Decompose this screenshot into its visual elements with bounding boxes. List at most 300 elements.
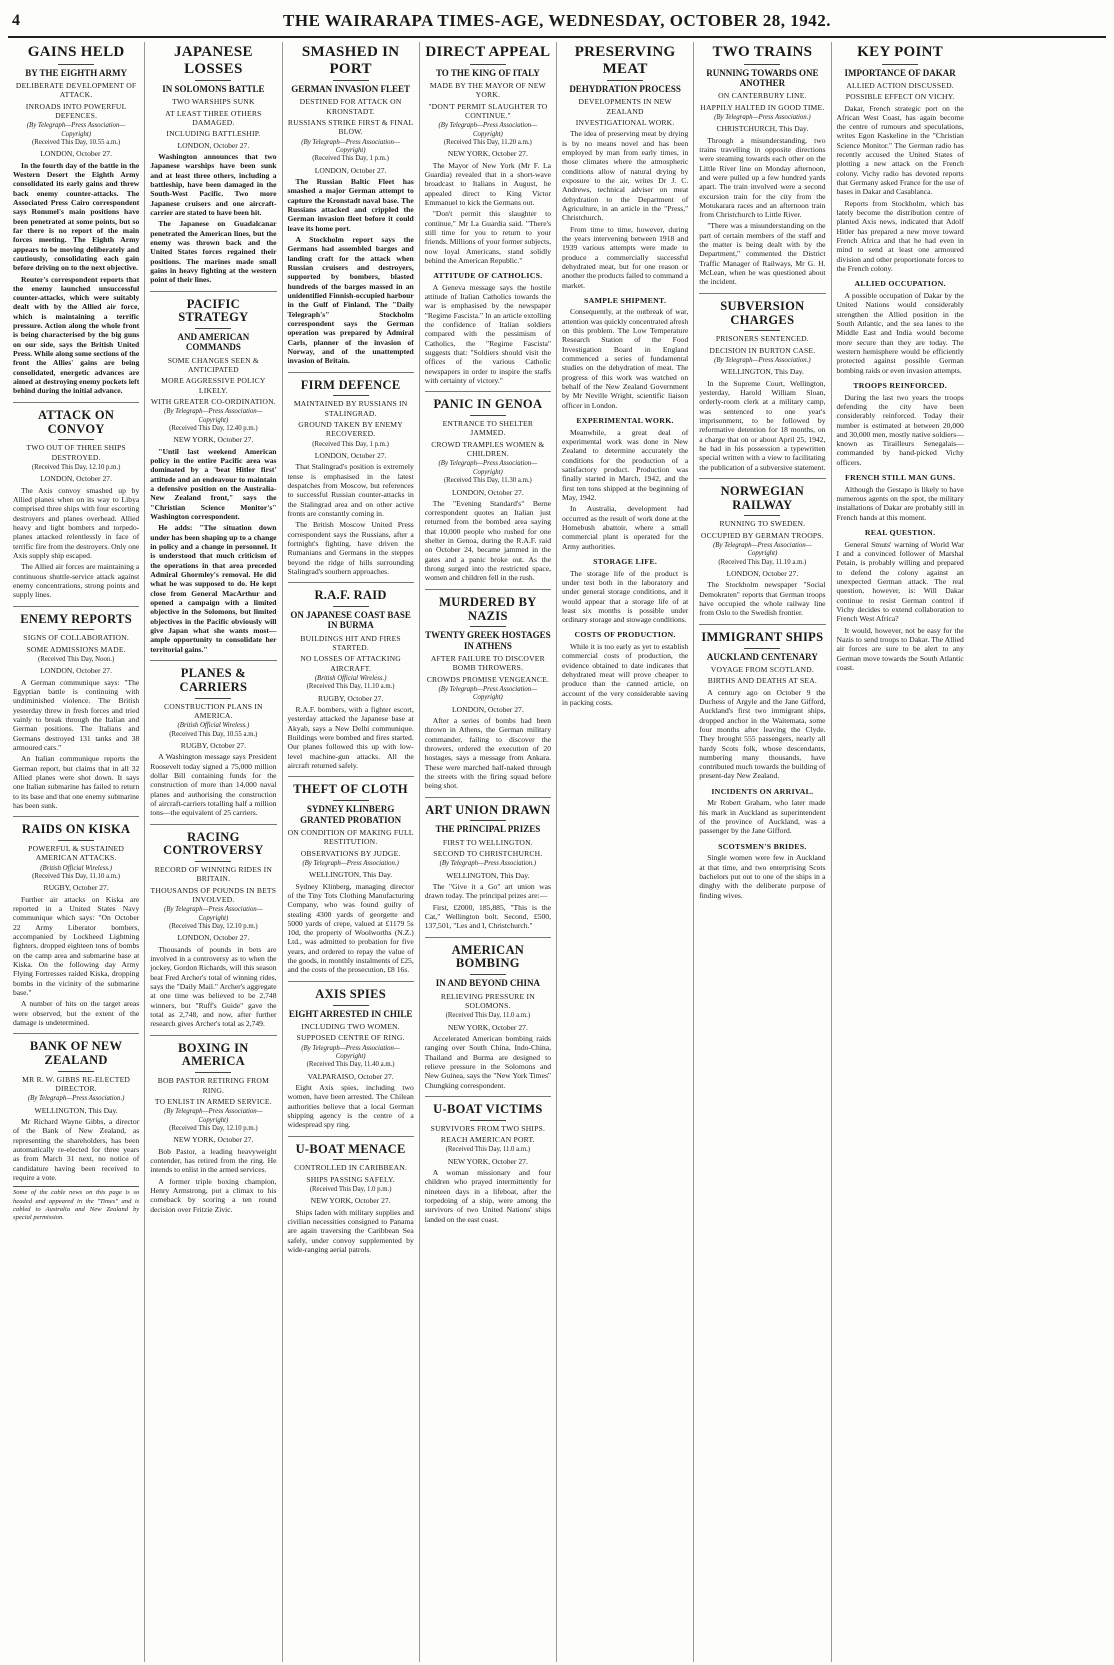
article-paragraph: Bob Pastor, a leading heavyweight contender, has retired from the ring. He intends to enlist in the armed services. — [150, 1146, 277, 1175]
article-paragraph: Eight Axis spies, including two women, have been arrested. The Chilean authorities believe that a local German shipping agency is the centre of a widespread spy ring. — [287, 1082, 414, 1130]
article-subdeck: RUNNING TO SWEDEN. — [719, 519, 806, 529]
article-body — [150, 152, 276, 285]
news-article — [562, 630, 688, 707]
column-5 — [557, 42, 694, 1662]
article-body — [288, 1083, 414, 1130]
headline-rule — [470, 1120, 506, 1121]
dateline: WELLINGTON, This Day. — [720, 367, 804, 377]
headline-rule — [333, 1005, 369, 1006]
headline-rule — [195, 698, 231, 699]
article-paragraph: "There was a misunderstanding on the part of certain members of the staff and the matter is being dealt with by the Department," commented the District Traffic Manager of Railways, Mr G. H. McLean, when he was questioned about the incident. — [699, 221, 826, 287]
article-paragraph: Thousands of pounds in bets are involved in a controversy as to when the jockey, Gordon Richards, will this season beat Fred Archer's total of winning rides, says the "Daily Mail." Archer's aggregate at one time was believed to be 2,748 winners, but "Ruff's Guide" gave the total as 2,748, and now, after further research gives Archer's total as 2,749. — [150, 944, 277, 1029]
press-credit: (By Telegraph—Press Association—Copyright) — [164, 408, 263, 424]
article-paragraph: A number of hits on the target areas were observed, but the extent of the damage is undetermined. — [13, 999, 140, 1027]
news-article — [425, 271, 551, 385]
article-paragraph: An Italian communique reports the German report, but claims that in all 32 Allied planes were shot down. It says one Italian submarine has failed to return to its base and that one enemy submarine has been sunk. — [13, 754, 140, 810]
article-paragraph: "Don't permit this slaughter to continue," Mr La Guardia said. "There's still time for you to return to your friends. Millions of your former subjects, now loyal Americans, stand solidly behind the American Republic." — [424, 209, 551, 265]
article-headline: MURDERED BY NAZIS — [439, 594, 537, 623]
article-subdeck: AT LEAST THREE OTHERS DAMAGED. — [165, 108, 262, 127]
article-subdeck: INVESTIGATIONAL WORK. — [575, 118, 675, 127]
article-deck: IN SOLOMONS BATTLE — [162, 84, 265, 94]
article-subdeck: POSSIBLE EFFECT ON VICHY. — [845, 92, 955, 102]
article-paragraph: The Japanese on Guadalcanar penetrated the American lines, but the enemy was thrown back and the United States forces regained their positions. The marines made small gains in heavy fighting at the western point of their lines. — [150, 219, 277, 285]
article-headline: SMASHED IN PORT — [301, 44, 400, 77]
dateline: LONDON, October 27. — [177, 933, 250, 943]
press-credit: (By Telegraph—Press Association—Copyright) — [301, 138, 400, 155]
article-subdeck: SUPPOSED CENTRE OF RING. — [296, 1033, 405, 1043]
article-subdeck: BOB PASTOR RETIRING FROM RING. — [157, 1076, 270, 1095]
article-body — [288, 705, 414, 770]
press-credit: (By Telegraph—Press Association.) — [714, 113, 811, 121]
article-body — [562, 307, 688, 410]
article-subdeck: AFTER FAILURE TO DISCOVER BOMB THROWERS. — [430, 653, 545, 673]
article-body — [150, 1147, 276, 1214]
received-time: (Received This Day, 12.40 p.m.) — [169, 425, 258, 433]
column-1 — [8, 42, 145, 1662]
article-paragraph: A woman missionary and four children who prayed intermittently for nineteen days in a lifeboat, after the torpedoing of a ship, were among the survivors of two United Nations' ships landed on the east coast. — [424, 1167, 551, 1224]
article-paragraph: The Russian Baltic Fleet has smashed a major German attempt to capture the Kronstadt naval base. The Russians attacked and crippled the German invasion fleet before it could leave its home port. — [287, 177, 414, 233]
received-time: (Received This Day, 11.0 a.m.) — [445, 1146, 531, 1154]
article-subdeck: OBSERVATIONS BY JUDGE. — [300, 848, 401, 858]
article-paragraph: He adds: "The situation down under has been shaping up to a change in policy and a change in personnel. It is understood that much criticism of the operations in that area preceded Admiral Ghormley's removal. He did what he was supposed to do. He kept close from General MacArthur and opened a campaign with a limited objective in the Solomons, but limited objectives in the Pacific obviously will give Japan what she wants most—ample opportunity to consolidate her territorial gains." — [150, 523, 277, 654]
received-time: (Received This Day, 1.0 p.m.) — [309, 1186, 392, 1193]
article-subdeck: SURVIVORS FROM TWO SHIPS. — [430, 1123, 546, 1133]
article-paragraph: The Mayor of New York (Mr F. La Guardia) revealed that in a short-wave broadcast to Italians in August, he appealed direct to King Victor Emmanuel to kick the Germans out. — [424, 160, 551, 207]
article-paragraph: First, £2000, 185,885, "This is the Cat," Wellington bolt. Second, £500, 137,501, "Les and I, Christchurch." — [424, 902, 551, 931]
article-subdeck: NO LOSSES OF ATTACKING AIRCRAFT. — [300, 654, 401, 673]
article-headline: PANIC IN GENOA — [433, 397, 543, 412]
article-subdeck: BIRTHS AND DEATHS AT SEA. — [707, 676, 817, 686]
article-paragraph: That Stalingrad's position is extremely tense is emphasised in the latest despatches from Moscow, but references to successful Russian counter-attacks in the Stalingrad area and on other active fronts are constantly coming in. — [287, 462, 414, 519]
received-time: (Received This Day, Noon.) — [37, 655, 115, 663]
article-subdeck: SIGNS OF COLLABORATION. — [23, 633, 129, 643]
article-subdeck: MR R. W. GIBBS RE-ELECTED DIRECTOR. — [22, 1074, 131, 1094]
headline-rule — [58, 64, 94, 65]
press-credit: (By Telegraph—Press Association—Copyright) — [438, 122, 538, 138]
article-subdeck: RELIEVING PRESSURE IN SOLOMONS. — [440, 991, 535, 1010]
news-article — [288, 372, 414, 577]
news-columns — [8, 42, 1106, 1662]
dateline: LONDON, October 27. — [40, 666, 112, 676]
section-subheading: INCIDENTS ON ARRIVAL. — [711, 786, 814, 796]
news-article — [699, 293, 825, 472]
article-subdeck: ENTRANCE TO SHELTER JAMMED. — [442, 419, 534, 438]
article-deck: DEHYDRATION PROCESS — [569, 84, 681, 94]
section-subheading: COSTS OF PRODUCTION. — [574, 630, 676, 640]
article-subdeck: SECOND TO CHRISTCHURCH. — [433, 849, 543, 859]
news-article — [425, 44, 551, 265]
article-subdeck: ON CONDITION OF MAKING FULL RESTITUTION. — [287, 827, 414, 847]
article-body — [699, 136, 825, 287]
article-subdeck: POWERFUL & SUSTAINED AMERICAN ATTACKS. — [28, 843, 125, 863]
article-subdeck: INCLUDING TWO WOMEN. — [301, 1021, 400, 1031]
article-paragraph: Washington announces that two Japanese warships have been sunk and at least three others, including a battleship, have been damaged in the South-West Pacific. Two more Japanese cruisers and one aircraft-carrier are stated to have been hit. — [150, 151, 277, 217]
article-subdeck: CONTROLLED IN CARIBBEAN. — [294, 1163, 408, 1173]
headline-rule — [333, 800, 369, 801]
article-subdeck: GROUND TAKEN BY ENEMY RECOVERED. — [298, 420, 403, 439]
headline-rule — [58, 439, 94, 440]
press-credit: (By Telegraph—Press Association—Copyright) — [713, 542, 812, 558]
article-subdeck: THOUSANDS OF POUNDS IN BETS INVOLVED. — [150, 885, 277, 905]
received-time: (Received This Day, 11.20 a.m.) — [443, 138, 532, 146]
article-subdeck: REACH AMERICAN PORT. — [440, 1134, 535, 1144]
article-subdeck: SHIPS PASSING SAFELY. — [306, 1174, 395, 1184]
article-subdeck: VOYAGE FROM SCOTLAND. — [710, 664, 814, 674]
article-paragraph: The "Evening Standard's" Berne correspondent quotes an Italian just returned from the bombed area saying that 10,000 people who rushed for one shelter in Genoa, during the R.A.F. raid on October 24, became jammed in the gates and a panic broke out. As the throng surged into the restricted space, women and children fell in the rush. — [424, 498, 551, 583]
headline-rule — [470, 820, 506, 821]
received-time: (Received This Day, 10.55 a.m.) — [169, 730, 258, 738]
article-subdeck: FIRST TO WELLINGTON. — [442, 837, 533, 847]
news-article — [425, 589, 551, 791]
page-number: 4 — [12, 12, 20, 29]
news-article — [13, 402, 139, 600]
article-body — [699, 379, 825, 472]
article-headline: U-BOAT MENACE — [295, 1141, 406, 1156]
news-article — [699, 842, 825, 900]
article-paragraph: A German communique says: "The Egyptian battle is continuing with undiminished violence. The British yesterday threw in fresh forces and tried vainly to break through the Italian and German positions. The Italians and Germans destroyed 131 tanks and 38 armoured cars." — [13, 677, 140, 752]
article-body — [562, 129, 688, 290]
article-subdeck: TWO OUT OF THREE SHIPS DESTROYED. — [26, 443, 126, 462]
received-time: (Received This Day, 12.10 p.m.) — [31, 463, 121, 471]
article-body — [837, 540, 964, 673]
column-4 — [420, 42, 557, 1662]
article-body — [562, 642, 688, 707]
article-paragraph: It would, however, not be easy for the Nazis to send troops to Dakar. The Allied air forces are sure to be alert to any German move towards the South Atlantic coast. — [836, 625, 964, 672]
article-paragraph: After a series of bombs had been thrown in Athens, the German military commander, failing to discover the throwers, ordered the execution of 20 hostages, says a message from Ankara. These were marched half-naked through the streets with the firing squad before being shot. — [424, 716, 551, 791]
headline-rule — [195, 1072, 231, 1073]
news-article — [150, 824, 276, 1029]
headline-rule — [333, 80, 369, 81]
news-article — [562, 44, 688, 290]
dateline: RUGBY, October 27. — [180, 740, 246, 750]
article-body — [425, 882, 551, 931]
article-headline: PACIFIC STRATEGY — [178, 296, 249, 325]
dateline: LONDON, October 27. — [452, 704, 524, 714]
dateline: RUGBY, October 27. — [318, 693, 384, 703]
news-article — [13, 1033, 139, 1222]
dateline: LONDON, October 27. — [40, 149, 112, 159]
dateline: NEW YORK, October 27. — [447, 1156, 528, 1166]
article-subdeck: CONSTRUCTION PLANS IN AMERICA. — [164, 701, 263, 720]
article-subdeck: CROWD TRAMPLES WOMEN & CHILDREN. — [431, 439, 545, 459]
dateline: LONDON, October 27. — [452, 487, 524, 497]
news-article — [13, 44, 139, 396]
article-paragraph: A Washington message says President Roosevelt today signed a 75,000 million dollar Bill containing funds for the construction of more than 14,000 naval planes and authorising the construction of aircraft-carriers totalling half a million tons—the equivalent of 25 carriers. — [150, 752, 277, 818]
article-body — [150, 945, 276, 1029]
received-time: (Received This Day, 11.10 a.m.) — [306, 683, 395, 691]
article-paragraph: A century ago on October 9 the Duchess of Argyle and the Jane Gifford, Auckland's first two immigrant ships, dropped anchor in the Waitemata, some four months after leaving the Clyde. They brought 555 passengers, nearly all hardy Scots folk, whose descendants, numbering many thousands, have contributed much towards the building of present-day New Zealand. — [699, 687, 826, 781]
article-headline: FIRM DEFENCE — [300, 377, 401, 392]
section-subheading: ATTITUDE OF CATHOLICS. — [433, 271, 543, 281]
received-time: (Received This Day, 1 p.m.) — [312, 440, 389, 448]
received-time: (Received This Day, 12.10 p.m.) — [169, 923, 258, 931]
article-body — [13, 161, 139, 396]
article-subdeck: TWO WARSHIPS SUNK — [172, 97, 255, 107]
article-body — [288, 882, 414, 975]
news-article — [699, 787, 825, 836]
article-body — [699, 853, 825, 900]
news-article — [837, 528, 964, 672]
news-article — [13, 606, 139, 811]
press-credit: (By Telegraph—Press Association.) — [302, 859, 399, 867]
article-paragraph: Dakar, French strategic port on the African West Coast, has again become the centre of rumours and speculations, writes Egon Kaskeline in the "Christian Science Monitor." The German radio has recently accused the United States of plotting a new attack on the French colony. Vichy radio has devoted reports that Germany asked France for the use of bases in Dakar and Casablanca. — [836, 103, 964, 197]
footnote: Some of the cable news on this page is so headed and appeared in the "Times" and is cabled to Australia and New Zealand by special permission. — [13, 1186, 139, 1221]
article-subdeck: ON CANTERBURY LINE. — [718, 91, 807, 101]
article-body — [699, 580, 825, 617]
article-body — [288, 462, 414, 576]
article-headline: IMMIGRANT SHIPS — [701, 629, 824, 644]
article-body — [425, 283, 551, 386]
headline-rule — [744, 648, 780, 649]
article-body — [13, 486, 139, 600]
article-body — [562, 569, 688, 625]
dateline: LONDON, October 27. — [40, 474, 112, 484]
news-article — [150, 660, 276, 818]
article-headline: GAINS HELD — [27, 44, 125, 60]
received-time: (Received This Day, 11.10 a.m.) — [32, 873, 121, 880]
article-body — [13, 895, 139, 1028]
headline-rule — [333, 1159, 369, 1160]
section-subheading: ALLIED OCCUPATION. — [854, 279, 946, 289]
article-subdeck: OCCUPIED BY GERMAN TROOPS. — [700, 530, 824, 540]
article-paragraph: R.A.F. bombers, with a fighter escort, yesterday attacked the Japanese base at Akyab, says a New Delhi communique. Buildings were bombed and fires started. Our planes followed this up with low-level machine-gun attacks. All the aircraft returned safely. — [287, 705, 414, 771]
news-article — [288, 1136, 414, 1255]
article-headline: PLANES & CARRIERS — [179, 666, 248, 694]
column-6 — [694, 42, 831, 1662]
article-body — [425, 716, 551, 791]
article-deck: TO THE KING OF ITALY — [435, 67, 540, 78]
article-deck: EIGHT ARRESTED IN CHILE — [288, 1008, 413, 1019]
article-subdeck: SOME CHANGES SEEN & ANTICIPATED — [167, 355, 260, 375]
headline-rule — [882, 64, 918, 65]
article-body — [288, 1208, 414, 1255]
article-subdeck: HAPPILY HALTED IN GOOD TIME. — [700, 102, 825, 112]
article-body — [288, 177, 414, 366]
dateline: LONDON, October 27. — [726, 569, 799, 579]
article-subdeck: WITH GREATER CO-ORDINATION. — [150, 397, 276, 407]
news-article — [288, 776, 414, 974]
article-subdeck: SOME ADMISSIONS MADE. — [26, 644, 126, 654]
article-deck: GERMAN INVASION FLEET — [291, 84, 411, 94]
news-article — [150, 291, 276, 654]
article-body — [425, 499, 551, 583]
article-paragraph: The "Give it a Go" art union was drawn today. The principal prizes are:— — [424, 882, 551, 901]
headline-rule — [607, 80, 643, 81]
section-subheading: REAL QUESTION. — [864, 528, 936, 538]
article-headline: SUBVERSION CHARGES — [720, 298, 805, 327]
article-paragraph: Although the Gestapo is likely to have numerous agents on the spot, the military installations of Dakar are probably still in French hands at this moment. — [836, 484, 964, 522]
headline-rule — [470, 64, 506, 65]
headline-rule — [470, 415, 506, 416]
article-paragraph: Meanwhile, a great deal of experimental work was done in New Zealand to determine accurately the conditions for the production of a satisfactory product. Production was finally started in March, 1942, and the first ten tons shipped at the beginning of May, 1942. — [562, 427, 689, 502]
article-subdeck: MAINTAINED BY RUSSIANS IN STALINGRAD. — [293, 399, 408, 418]
news-article — [562, 416, 688, 551]
dateline: NEW YORK, October 27. — [447, 149, 528, 159]
article-paragraph: The Stockholm newspaper "Social Demokraten" reports that German troops have occupied the whole railway line from Oslo to the Swedish frontier. — [699, 580, 826, 618]
dateline: NEW YORK, October 27. — [310, 1196, 391, 1206]
article-paragraph: The storage life of the product is under test both in the laboratory and under general storage conditions, and it would appear that a storage life of at least six months is possible under ordinary storage and stowage conditions. — [562, 568, 689, 625]
article-body — [425, 1168, 551, 1224]
section-subheading: SCOTSMEN'S BRIDES. — [718, 841, 807, 851]
dateline: VALPARAISO, October 27. — [307, 1071, 394, 1081]
article-headline: RACING CONTROVERSY — [163, 829, 264, 858]
article-subdeck: ALLIED ACTION DISCUSSED. — [846, 80, 954, 90]
article-headline: ART UNION DRAWN — [425, 802, 551, 817]
news-article — [562, 557, 688, 625]
press-credit: (By Telegraph—Press Association—Copyright) — [438, 685, 538, 702]
news-article — [13, 816, 139, 1027]
newspaper-title: THE WAIRARAPA TIMES-AGE, WEDNESDAY, OCTOBER 28, 1942. — [283, 11, 831, 30]
article-subdeck: RUSSIANS STRIKE FIRST & FINAL BLOW. — [287, 118, 414, 137]
article-deck: AND AMERICAN COMMANDS — [177, 332, 250, 353]
press-credit: (By Telegraph—Press Association.) — [439, 860, 537, 868]
press-credit: (By Telegraph—Press Association—Copyright) — [301, 1044, 400, 1060]
article-paragraph: In the fourth day of the battle in the Western Desert the Eighth Army consolidated its early gains and threw back enemy counter-attacks. The Associated Press Cairo correspondent says Rommel's main positions have been penetrated at some points, but so far there is no report of the main forces meeting. The Eighth Army appears to be moving deliberately and cautiously, consolidating each gain before driving on to the next objective. — [13, 160, 140, 273]
news-article — [699, 624, 825, 781]
article-paragraph: A Geneva message says the hostile attitude of Italian Catholics towards the war is emphasised by the newspaper "Regime Fascista." In an article extolling the confidence of Italian soldiers compared with the pessimism of Catholics, the "Regime Fascista" suggests that: "Soldiers should visit the offices of the various Catholic newspapers in order to inspire the staffs with certainty of victory." — [424, 282, 551, 386]
article-deck: RUNNING TOWARDS ONE ANOTHER — [706, 67, 819, 88]
received-time: (Received This Day, 12.10 p.m.) — [169, 1124, 258, 1132]
article-paragraph: A Stockholm report says the Germans had assembled barges and landing craft for the attack when Russian cruisers and destroyers, supported by bombers, blasted hundreds of the barges massed in an unidentified Finnish-occupied harbour in the Gulf of Finland. The "Daily Telegraph's" Stockholm correspondent says the German operation was prepared by Admiral Carls, planner of the invasion of Norway, and of the unattempted invasion of Britain. — [287, 235, 414, 366]
article-paragraph: Further air attacks on Kiska are reported in a United States Navy communique which says: "On October 22 Army Liberator bombers, accompanied by Lockheed Lightning fighters, dropped eighteen tons of bombs on the camp area and submarine base at Kiska. On the following day Army Flying Fortresses raided Kiska, dropping bombs in the vicinity of the submarine base." — [13, 894, 140, 997]
column-7 — [832, 42, 969, 1662]
press-credit: (British Official Wireless.) — [40, 864, 112, 872]
news-article — [150, 44, 276, 285]
article-paragraph: Reports from Stockholm, which has lately become the distribution centre of planted Axis news, indicated that Adolf Hitler has prepared a new move toward French Africa and that he had even in mind to send at least one armoured division and other proportionate forces to the French colony. — [836, 198, 964, 274]
headline-rule — [195, 328, 231, 329]
headline-rule — [470, 974, 506, 975]
headline-rule — [195, 80, 231, 81]
article-paragraph: "Until last weekend American policy in the entire Pacific area was dominated by a 'beat Hitler first' attitude and an endeavour to maintain a defensive position on the Australia-New Zealand front," says the "Christian Science Monitor's" Washington correspondent. — [150, 446, 277, 522]
article-paragraph: A possible occupation of Dakar by the United Nations would considerably strengthen the Allied position in the South Atlantic, and the sea lanes to the Middle East and India would become more secure than they are today. The western hemisphere would be efficiently protected against possible German bombing raids or even invasion attempts. — [836, 290, 964, 375]
article-body — [562, 428, 688, 551]
headline-rule — [744, 64, 780, 65]
headline-rule — [58, 1071, 94, 1072]
article-subdeck: INCLUDING BATTLESHIP. — [166, 129, 261, 139]
article-paragraph: General Smuts' warning of World War I and a convinced follower of Marshal Petain, is probably willing and prepared to defend the colony against an unexpected German attack. The real question, however, is: Will Dakar continue to resist German control if Vichy decides to extend collaboration to French West Africa? — [836, 539, 964, 624]
press-credit: (By Telegraph—Press Association—Copyright) — [26, 122, 126, 138]
news-article — [288, 981, 414, 1130]
dateline: CHRISTCHURCH, This Day. — [716, 124, 809, 134]
article-subdeck: "DON'T PERMIT SLAUGHTER TO CONTINUE." — [428, 101, 548, 120]
article-body — [150, 447, 276, 654]
news-article — [425, 937, 551, 1090]
article-paragraph: The Axis convoy smashed up by Allied planes when on its way to Libya comprised three ships with four escorting destroyers and planes overhead. Allied heavy and light bombers and torpedo-planes attacked relentlessly in face of terrific fire from the destroyers. Only one Axis supply ship escaped. — [13, 485, 140, 560]
dateline: WELLINGTON, This Day. — [34, 1105, 118, 1115]
received-time: (Received This Day, 11.30 a.m.) — [443, 477, 532, 485]
article-deck: TWENTY GREEK HOSTAGES IN ATHENS — [425, 630, 551, 651]
article-subdeck: BUILDINGS HIT AND FIRES STARTED. — [300, 633, 401, 653]
section-subheading: STORAGE LIFE. — [593, 556, 658, 566]
article-headline: AMERICAN BOMBING — [451, 942, 525, 971]
article-body — [837, 104, 964, 274]
section-subheading: EXPERIMENTAL WORK. — [576, 416, 674, 426]
article-subdeck: INROADS INTO POWERFUL DEFENCES. — [25, 101, 127, 120]
press-credit: (By Telegraph—Press Association—Copyright) — [438, 460, 538, 476]
article-headline: ENEMY REPORTS — [20, 611, 132, 626]
article-paragraph: Ships laden with military supplies and civilian necessities consigned to Panama are again traversing the Caribbean Sea safely, under convoy supplemented by wide-ranging aerial patrols. — [287, 1207, 414, 1254]
dateline: NEW YORK, October 27. — [447, 1022, 528, 1032]
dateline: LONDON, October 27. — [177, 140, 250, 150]
article-paragraph: The Allied air forces are maintaining a continuous shuttle-service attack against enemy concentrations, strong points and supply lines. — [13, 562, 140, 600]
article-body — [837, 393, 964, 468]
article-paragraph: During the last two years the troops defending the city have been considerably reinforced. Today their number is estimated at between 20,000 and 30,000 men, mostly native soldiers—known as Tirailleurs Senegalais—commanded by hand-picked Vichy officers. — [836, 392, 964, 467]
article-subdeck: DECISION IN BURTON CASE. — [709, 345, 816, 355]
headline-rule — [744, 515, 780, 516]
received-time: (Received This Day, 10.55 a.m.) — [32, 138, 121, 146]
article-headline: KEY POINT — [857, 44, 944, 60]
press-credit: (British Official Wireless.) — [314, 675, 387, 683]
news-article — [288, 44, 414, 366]
article-headline: RAIDS ON KISKA — [21, 822, 131, 837]
column-3 — [283, 42, 420, 1662]
dateline: WELLINGTON, This Day. — [446, 870, 530, 880]
article-body — [837, 291, 964, 375]
section-subheading: FRENCH STILL MAN GUNS. — [845, 473, 956, 483]
article-headline: NORWEGIAN RAILWAY — [720, 483, 805, 512]
article-paragraph: In Australia, development had occurred as the result of work done at the Homebush abattoir, where a small commercial plant is operated for the Army authorities. — [562, 504, 689, 551]
article-body — [150, 752, 276, 817]
article-deck: IN AND BEYOND CHINA — [435, 978, 540, 989]
headline-rule — [470, 626, 506, 627]
headline-rule — [58, 840, 94, 841]
article-subdeck: RECORD OF WINNING RIDES IN BRITAIN. — [154, 865, 273, 884]
article-headline: BANK OF NEW ZEALAND — [29, 1039, 123, 1068]
article-paragraph: While it is too early as yet to establish commercial costs of production, the evidence obtained to date indicates that dehydrated meat will prove cheaper to produce than the canned article, on account of the very considerable saving in packing costs. — [562, 642, 689, 708]
headline-rule — [58, 629, 94, 630]
article-subdeck: MORE AGGRESSIVE POLICY LIKELY. — [161, 376, 266, 395]
news-article — [699, 478, 825, 618]
received-time: (Received This Day, 11.0 a.m.) — [445, 1012, 531, 1020]
press-credit: (By Telegraph—Press Association.) — [27, 1095, 125, 1103]
article-subdeck: PRISONERS SENTENCED. — [715, 334, 809, 344]
news-article — [837, 473, 964, 522]
article-headline: AXIS SPIES — [315, 986, 386, 1001]
dateline: LONDON, October 27. — [314, 165, 387, 175]
column-2 — [145, 42, 282, 1662]
article-headline: PRESERVING MEAT — [574, 44, 676, 77]
article-paragraph: The idea of preserving meat by drying is by no means novel and has been employed by man from early times, in those climates where the atmospheric conditions allow of natural drying by exposure to the air, writes Dr J. C. Andrews, technical adviser on meat dehydration to the Department of Agriculture, in an article in the "Press," Christchurch. — [562, 129, 689, 223]
article-subdeck: MADE BY THE MAYOR OF NEW YORK. — [429, 80, 546, 100]
article-body — [699, 798, 825, 835]
article-paragraph: Mr Robert Graham, who later made his mark in Auckland as superintendent of the province of Auckland, was a passenger by the Jane Gifford. — [699, 798, 826, 836]
article-body — [13, 1117, 139, 1182]
article-deck: AUCKLAND CENTENARY — [706, 651, 818, 662]
section-subheading: TROOPS REINFORCED. — [853, 380, 948, 390]
news-article — [837, 381, 964, 467]
article-subdeck: DEVELOPMENTS IN NEW ZEALAND — [578, 97, 672, 116]
news-article — [837, 44, 964, 273]
article-body — [13, 678, 139, 811]
article-paragraph: The British Moscow United Press correspondent says the Russians, after a fortnight's fighting, have driven the Rumanians and Germans in the steppes beyond the ridge of hills surrounding Stalingrad's southern approaches. — [287, 520, 414, 576]
news-article — [150, 1035, 276, 1214]
headline-rule — [195, 861, 231, 862]
article-paragraph: Through a misunderstanding, two trains travelling in opposite directions were steaming towards each other on the Little River line on Monday afternoon, and were pulled up a few hundred yards apart. The train involved were a second excursion train for the city from the Motukarara races and an afternoon train from Christchurch to Little River. — [699, 135, 826, 220]
article-paragraph: Single women were few in Auckland at that time, and two enterprising Scots bachelors put out to one of the ships in a dinghy with the deliberate purpose of finding wives. — [699, 853, 826, 900]
headline-rule — [333, 606, 369, 607]
received-time: (Received This Day, 11.40 a.m.) — [306, 1061, 395, 1069]
section-subheading: SAMPLE SHIPMENT. — [584, 295, 667, 305]
dateline: WELLINGTON, This Day. — [309, 870, 393, 880]
dateline: RUGBY, October 27. — [43, 883, 109, 893]
article-headline: U-BOAT VICTIMS — [433, 1101, 543, 1116]
article-subdeck: TO ENLIST IN ARMED SERVICE. — [154, 1096, 272, 1106]
press-credit: (By Telegraph—Press Association—Copyright) — [164, 906, 263, 922]
press-credit: (By Telegraph—Press Association.) — [714, 356, 811, 364]
article-headline: ATTACK ON CONVOY — [38, 407, 115, 436]
article-body — [425, 161, 551, 266]
dateline: LONDON, October 27. — [314, 451, 387, 461]
